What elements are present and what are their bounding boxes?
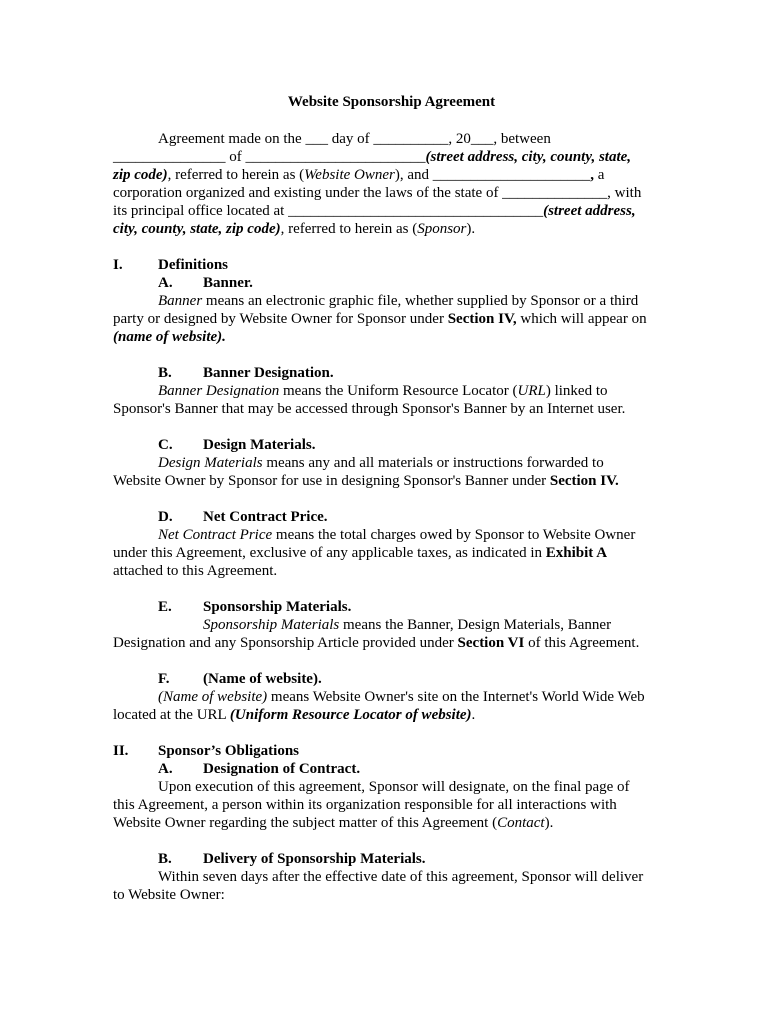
definition-net-contract-price: D. Net Contract Price. Net Contract Price means the total charges owed by Sponsor to Website Owner under this Agreement, exclusive of any applicable taxes, as indicated in Exhibit A attached to this Agreement. [113,509,636,579]
subsection-number: F. [158,671,170,687]
subsection-number: A. [158,275,173,291]
definition-design-materials: C. Design Materials. Design Materials means any and all materials or instructions forwarded to Website Owner by Sponsor for use in designing Sponsor's Banner under Section IV. [113,437,619,489]
section-2-heading [113,742,658,760]
intro-line-3: zip code), referred to herein as (Website Owner), and _____________________, a [113,167,605,183]
section-number: II. [113,743,129,759]
intro-line-5: its principal office located at __________________________________(street address, [113,203,636,219]
intro-line-4: corporation organized and existing under the laws of the state of ______________, with [113,185,642,201]
intro-paragraph [113,130,658,238]
document-title: Website Sponsorship Agreement [287,94,496,110]
subsection-number: D. [158,509,173,525]
section-title: Sponsor’s Obligations [158,743,300,759]
subsection-title: Delivery of Sponsorship Materials. [203,851,426,867]
definition-name-of-website: F. (Name of website). (Name of website) means Website Owner's site on the Internet's World Wide Web located at the URL (Uniform Resource Locator of website). [113,671,645,723]
subsection-title: Designation of Contract. [203,761,361,777]
obligation-delivery-of-materials: B. Delivery of Sponsorship Materials. Within seven days after the effective date of this agreement, Sponsor will deliver to Website Owner: [113,851,644,903]
section-number: I. [113,257,123,273]
definition-sponsorship-materials: E. Sponsorship Materials. Sponsorship Materials means the Banner, Design Materials, Banner Designation and any Sponsorship Article provided under Section VI of this Agreement. [113,599,640,651]
definition-banner-designation: B. Banner Designation. Banner Designation means the Uniform Resource Locator (URL) linked to Sponsor's Banner that may be accessed through Sponsor's Banner by an Internet user. [113,365,626,417]
intro-line-6: city, county, state, zip code), referred to herein as (Sponsor). [113,221,476,237]
subsection-number: B. [158,365,172,381]
subsection-title: (Name of website). [203,671,322,687]
document-page [113,93,658,904]
subsection-number: A. [158,761,173,777]
subsection-number: E. [158,599,172,615]
obligation-designation-of-contract: A. Designation of Contract. Upon execution of this agreement, Sponsor will designate, on the final page of this Agreement, a person within its organization responsible for all interactions with Website Owner regarding the subject matter of this Agreement (Contact). [113,761,630,831]
subsection-title: Net Contract Price. [203,509,328,525]
subsection-number: B. [158,851,172,867]
definition-banner: A. Banner. Banner means an electronic graphic file, whether supplied by Sponsor or a third party or designed by Website Owner for Sponsor under Section IV, which will appear on (name of website). [113,275,647,345]
intro-line-1: Agreement made on the ___ day of __________, 20___, between [158,131,551,147]
subsection-title: Banner Designation. [203,365,334,381]
intro-line-2: _______________ of ________________________(street address, city, county, state, [113,149,632,165]
subsection-title: Design Materials. [203,437,316,453]
section-title: Definitions [158,257,229,273]
subsection-number: C. [158,437,173,453]
subsection-title: Banner. [203,275,253,291]
subsection-title: Sponsorship Materials. [203,599,352,615]
section-1-heading [113,256,658,274]
